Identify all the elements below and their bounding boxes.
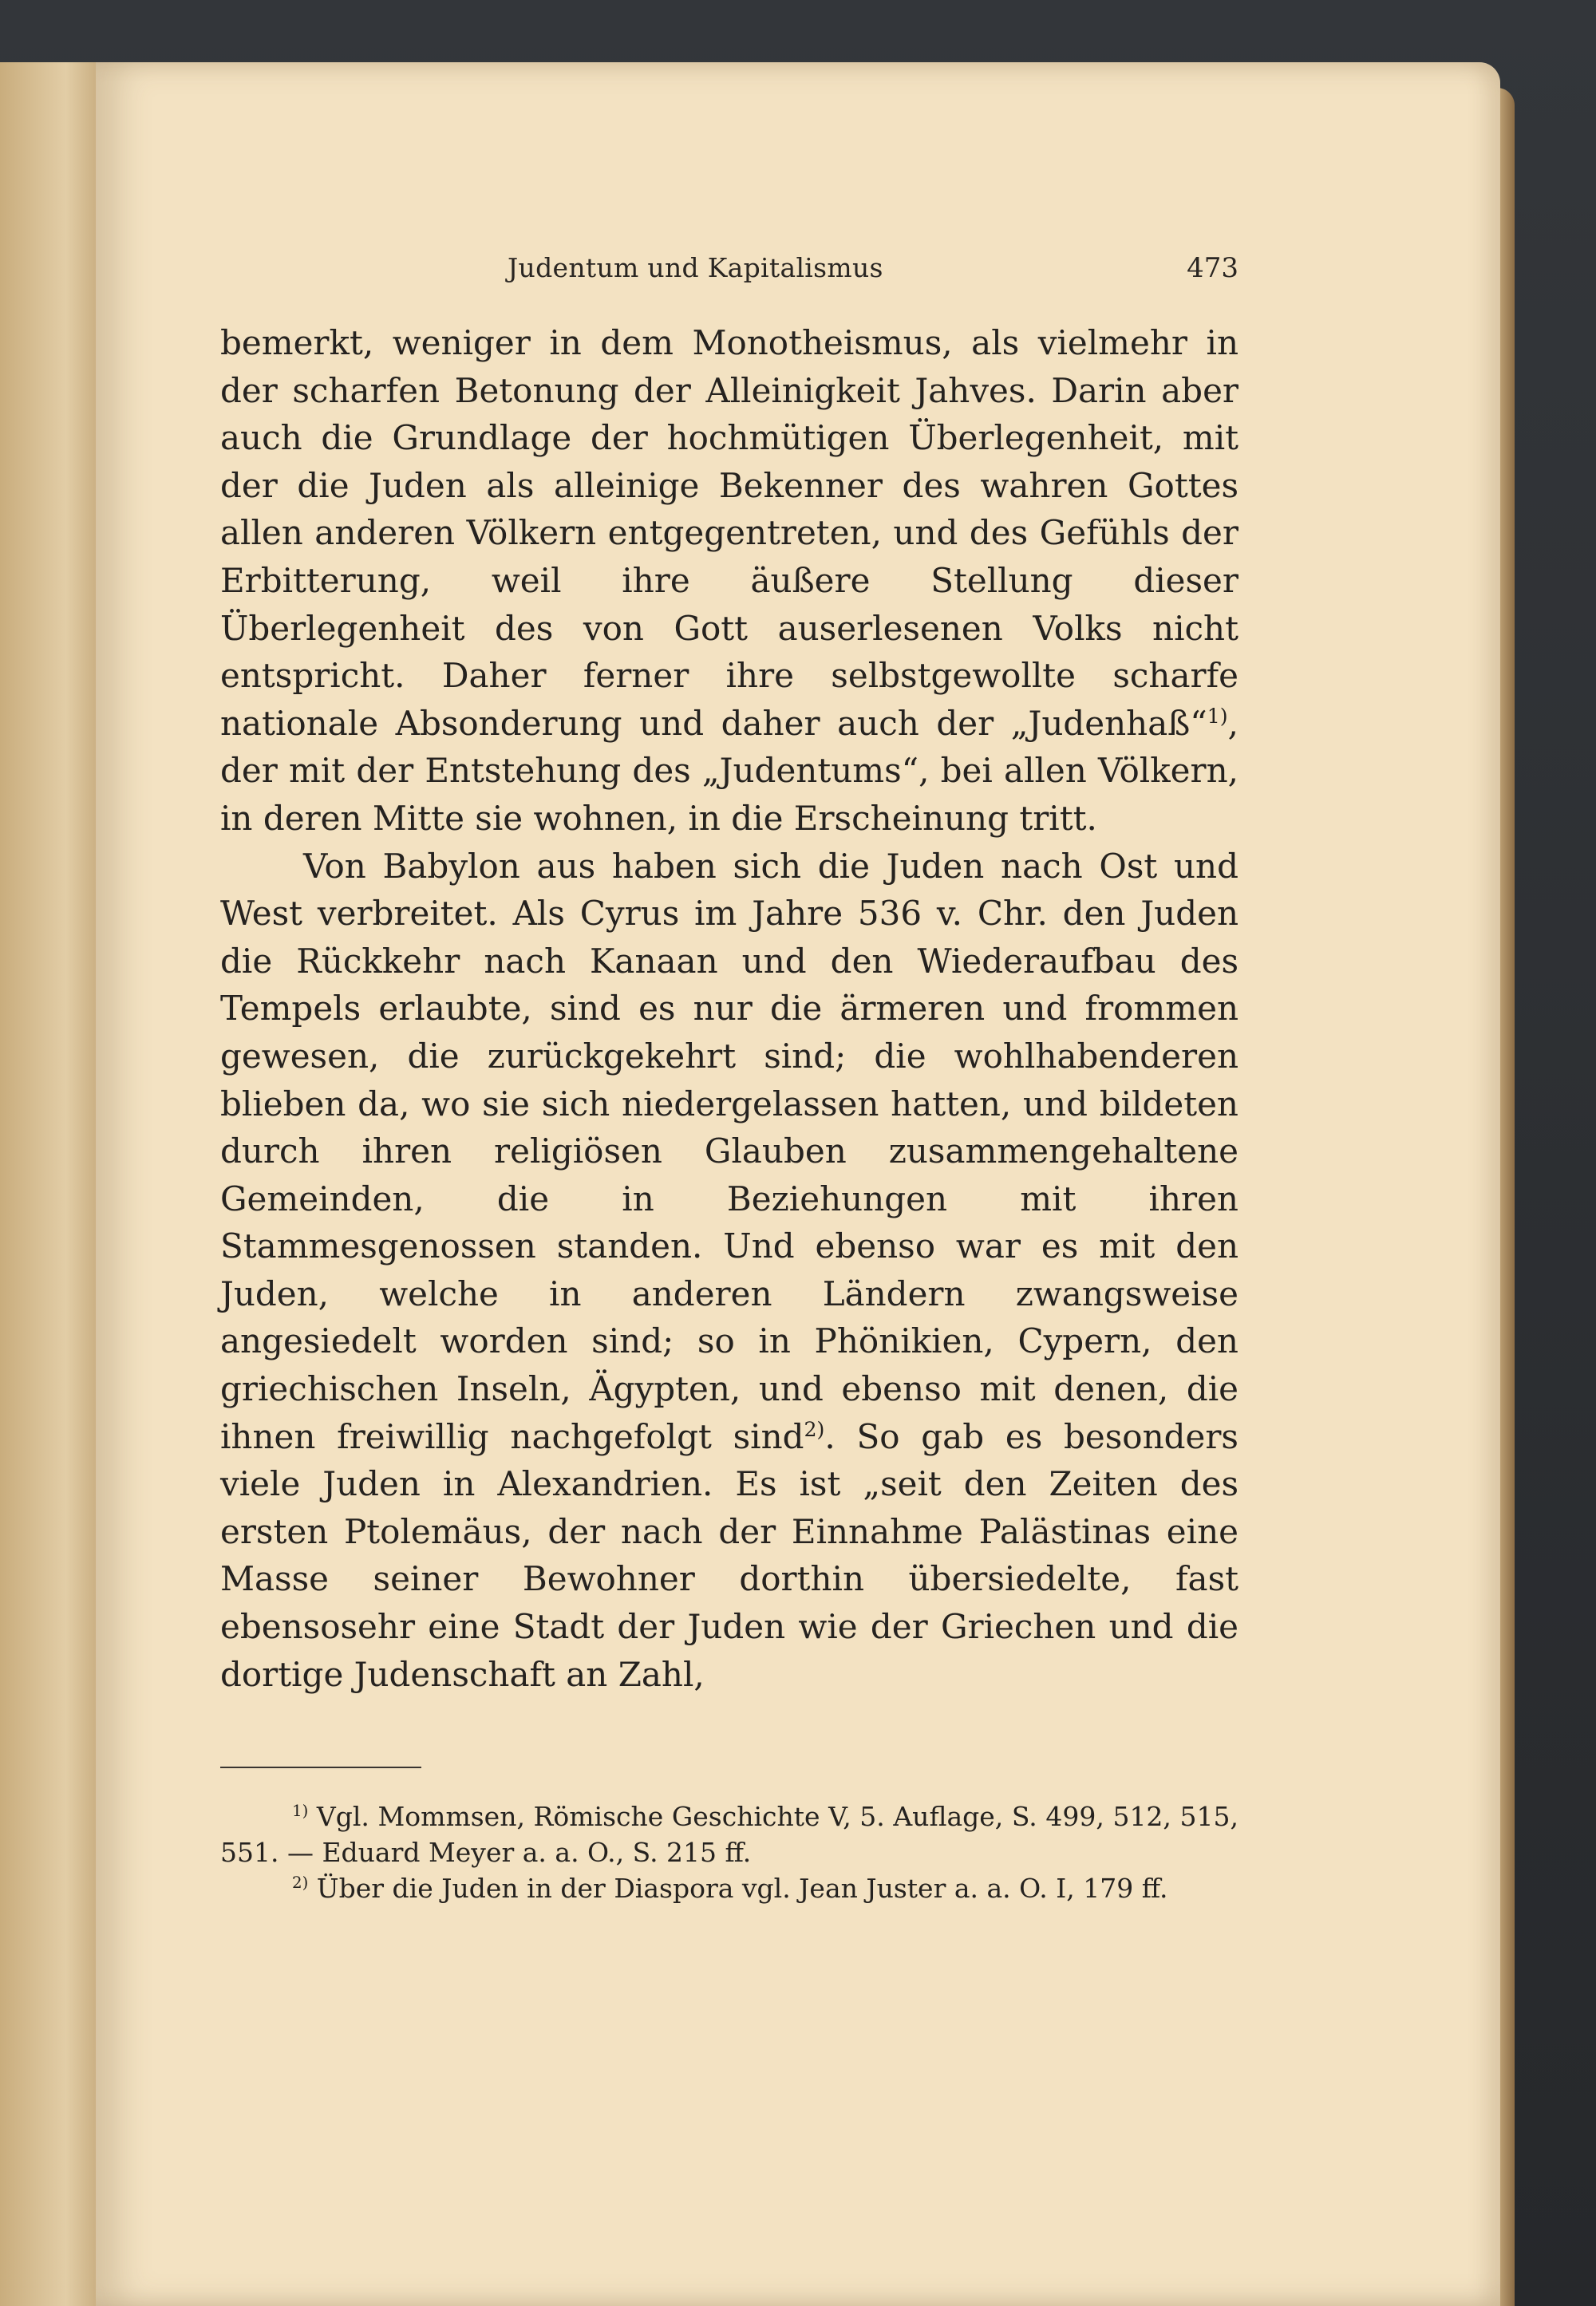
running-header [220, 252, 1238, 292]
footnote [220, 1799, 1238, 1870]
footnote-marker: 2) [292, 1874, 309, 1892]
footnote-text: Über die Juden in der Diaspora vgl. Jean Juster a. a. O. I, 179 ff. [308, 1873, 1168, 1904]
paragraph-text: Von Babylon aus haben sich die Juden nach Ost und West verbreitet. Als Cyrus im Jahre 536 v. Chr. den Juden die Rückkehr nach Kanaan und den Wiederaufbau des Tempels erlaubte, sind es nur die ärmeren und frommen gewesen, die zurückgekehrt sind; die wohlhabenderen blieben da, wo sie sich niedergelassen hatten, und bildeten durch ihren religiösen Glauben zusammengehaltene Gemeinden, die in Beziehungen mit ihren Stammesgenossen standen. Und ebenso war es mit den Juden, welche in anderen Ländern zwangsweise angesiedelt worden sind; so in Phönikien, Cypern, den griechischen Inseln, Ägypten, und ebenso mit denen, die ihnen freiwillig nachgefolgt sind [220, 846, 1238, 1456]
footnote [220, 1870, 1238, 1906]
main-text [220, 319, 1238, 1698]
footnote-divider [220, 1767, 421, 1768]
footnote-marker: 1) [292, 1802, 309, 1820]
paragraph-text: , der mit der Entstehung des „Judentums“, bei allen Völkern, in deren Mitte sie wohnen, in die Erscheinung tritt. [220, 703, 1238, 838]
footnote-text: Vgl. Mommsen, Römische Geschichte V, 5. Auflage, S. 499, 512, 515, 551. — Eduard Meyer a. a. O., S. 215 ff. [220, 1801, 1238, 1868]
footnote-reference: 1) [1207, 704, 1228, 728]
paragraph [220, 843, 1238, 1699]
page-number: 473 [1187, 252, 1238, 284]
footnote-reference: 2) [804, 1417, 825, 1441]
paragraph-text: bemerkt, weniger in dem Monotheismus, als vielmehr in der scharfen Betonung der Alleinigkeit Jahves. Darin aber auch die Grundlage der hochmütigen Überlegenheit, mit der die Juden als alleinige Bekenner des wahren Gottes allen anderen Völkern entgegentreten, und des Gefühls der Erbitterung, weil ihre äußere Stellung dieser Überlegenheit des von Gott auserlesenen Volks nicht entspricht. Daher ferner ihre selbstgewollte scharfe nationale Absonderung und daher auch der „Judenhaß“ [220, 323, 1238, 743]
paragraph [220, 319, 1238, 843]
paragraph-text: . So gab es besonders viele Juden in Alexandrien. Es ist „seit den Zeiten des ersten Ptolemäus, der nach der Einnahme Palästinas eine Masse seiner Bewohner dorthin übersiedelte, fast ebensosehr eine Stadt der Juden wie der Griechen und die dortige Judenschaft an Zahl, [220, 1416, 1238, 1694]
footnotes [220, 1799, 1238, 1906]
running-title: Judentum und Kapitalismus [508, 252, 883, 283]
